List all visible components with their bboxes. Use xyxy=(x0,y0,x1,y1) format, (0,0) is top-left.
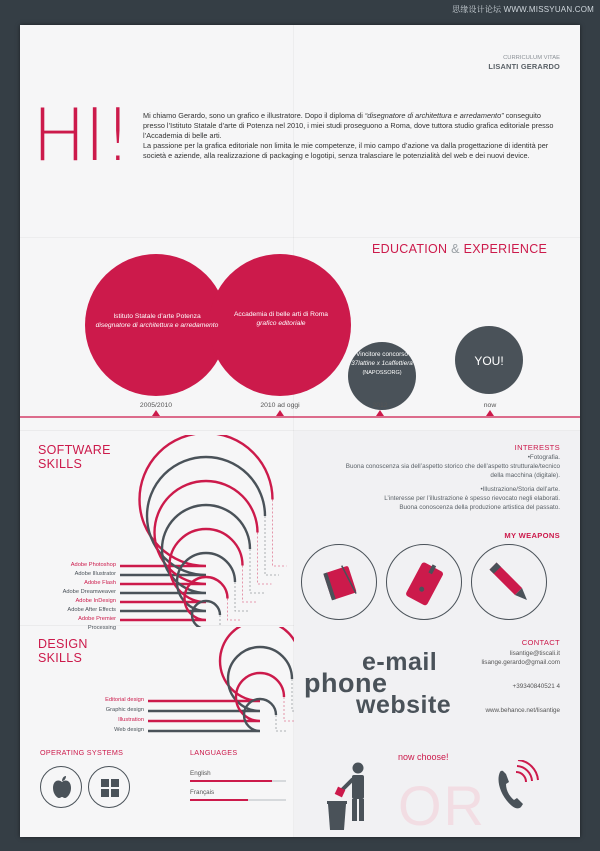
os-circle xyxy=(40,766,82,808)
watermark: 思缘设计论坛 WWW.MISSYUAN.COM xyxy=(452,5,594,14)
education-title-amp: & xyxy=(447,242,464,256)
interests-line: •Fotografia. xyxy=(527,454,560,461)
contact-email-1[interactable]: lisantige@tiscali.it xyxy=(509,650,560,657)
word-phone: phone xyxy=(304,668,388,698)
notebook-icon xyxy=(302,545,378,621)
os-circle xyxy=(88,766,130,808)
education-item-2-line2: grafico editoriale xyxy=(256,320,306,328)
timeline-date: 2010 ad oggi xyxy=(260,402,300,409)
skill-label: Adobe Premier xyxy=(78,616,116,622)
design-title: DESIGN xyxy=(38,637,88,651)
contact-phone[interactable]: +39340840521 4 xyxy=(512,683,560,690)
weapon-circle xyxy=(301,544,377,620)
education-title-a: EDUCATION xyxy=(372,242,448,256)
weapon-circle xyxy=(386,544,462,620)
contact-website[interactable]: www.behance.net/lisantige xyxy=(485,707,560,714)
education-item-1 xyxy=(90,312,224,330)
os-title: OPERATING SYSTEMS xyxy=(40,748,124,757)
skill-label: Editorial design xyxy=(105,697,144,703)
language-bar-fill xyxy=(190,799,248,801)
greeting: HI! xyxy=(32,93,131,177)
pencil-icon xyxy=(472,545,548,621)
interests-line: Buona conoscenza della produzione artistica del passato. xyxy=(399,504,560,512)
education-item-3-line3: (NAPOSSORG) xyxy=(362,370,402,376)
timeline-marker xyxy=(152,410,160,416)
language-label: English xyxy=(190,770,211,777)
education-item-4: YOU! xyxy=(474,354,504,368)
cv-sheet xyxy=(20,25,580,837)
word-email: e-mail xyxy=(362,648,438,676)
cv-name: LISANTI GERARDO xyxy=(488,62,560,71)
windows-icon xyxy=(89,767,131,809)
software-subtitle: SKILLS xyxy=(38,457,83,471)
intro-text xyxy=(143,111,561,161)
skill-label: Processing xyxy=(87,625,116,631)
cv-label: CURRICULUM VITAE xyxy=(503,55,560,61)
language-label: Français xyxy=(190,789,215,796)
language-bar-fill xyxy=(190,780,272,782)
skill-label: Adobe Flash xyxy=(84,580,116,586)
software-skills-labels xyxy=(20,435,294,631)
design-skills-labels xyxy=(20,627,294,747)
timeline-marker xyxy=(276,410,284,416)
intro-p1-start: Mi chiamo Gerardo, sono un grafico e illustratore. Dopo il diploma di xyxy=(143,111,365,120)
skill-label: Graphic design xyxy=(105,707,144,713)
interests-line: L’interesse per l’illustrazione è spesso rievocato negli elaborati. xyxy=(384,495,560,503)
interests-title: INTERESTS xyxy=(514,443,560,452)
skill-label: Adobe Illustrator xyxy=(74,571,116,577)
apple-icon xyxy=(41,767,83,809)
skill-label: Adobe Photoshop xyxy=(70,562,116,568)
interests-line: della macchina (digitale). xyxy=(490,471,560,479)
interests-line: Buona conoscenza sia dell’aspetto storico che dell’aspetto strutturale/tecnico xyxy=(345,462,560,470)
language-bar-track xyxy=(190,780,286,782)
interests-line: •Illustrazione/Storia dell’arte. xyxy=(480,486,560,494)
skill-label: Illustration xyxy=(118,717,144,723)
interests-text xyxy=(300,454,560,513)
weapon-circle xyxy=(471,544,547,620)
choose-text: now choose! xyxy=(398,752,449,762)
education-item-3-line2: 37lattine x 1caffettiera xyxy=(351,359,413,367)
software-title: SOFTWARE xyxy=(38,443,111,457)
education-item-1-line2: disegnatore di architettura e arredamento xyxy=(95,322,219,330)
weapons-title: MY WEAPONS xyxy=(504,531,560,540)
education-item-3 xyxy=(342,351,422,377)
timeline-date: 2012 xyxy=(372,402,388,409)
timeline-date: now xyxy=(483,402,497,409)
timeline-marker xyxy=(376,410,384,416)
skill-label: Adobe Dreamweaver xyxy=(62,589,116,595)
skill-label: Web design xyxy=(114,727,144,733)
languages-title: LANGUAGES xyxy=(190,748,238,757)
word-website: website xyxy=(356,691,452,719)
education-item-3-line1: Vincitore concorso xyxy=(356,351,408,358)
contact-title: CONTACT xyxy=(521,638,560,647)
trash-person-icon xyxy=(322,760,382,837)
or-word: OR xyxy=(398,774,486,837)
education-item-1-line1: Istituto Statale d’arte Potenza xyxy=(113,313,201,320)
design-subtitle: SKILLS xyxy=(38,651,83,665)
intro-p2: La passione per la grafica editoriale non limita le mie competenze, il mio campo d’azione va dalla progettazione di identità per società e aziende, alla realizzazione di packaging e logotipi, senza tralasciare le potenzialità del web e dei nuovi device. xyxy=(143,141,549,161)
timeline-marker xyxy=(486,410,494,416)
skill-label: Adobe InDesign xyxy=(75,598,116,604)
contact-email-2[interactable]: lisange.gerardo@gmail.com xyxy=(481,659,560,666)
intro-p1-italic: “disegnatore di architettura e arredamento” xyxy=(364,111,504,120)
education-item-2 xyxy=(216,310,346,328)
telephone-icon xyxy=(490,760,540,814)
education-title-b: EXPERIENCE xyxy=(463,242,548,256)
skill-label: Adobe After Effects xyxy=(67,607,116,613)
language-bar-track xyxy=(190,799,286,801)
intro-p1-end: conseguito presso l’Istituto Statale d’arte di Potenza nel 2010, i miei studi proseguono a Roma, dove tuttora studio grafica editoriale presso l’Accademia di belle arti. xyxy=(143,111,554,141)
fold-line xyxy=(20,237,580,238)
timeline-date: 2005/2010 xyxy=(139,402,173,409)
phone-case-icon xyxy=(387,545,463,621)
education-item-2-line1: Accademia di belle arti di Roma xyxy=(233,311,329,318)
